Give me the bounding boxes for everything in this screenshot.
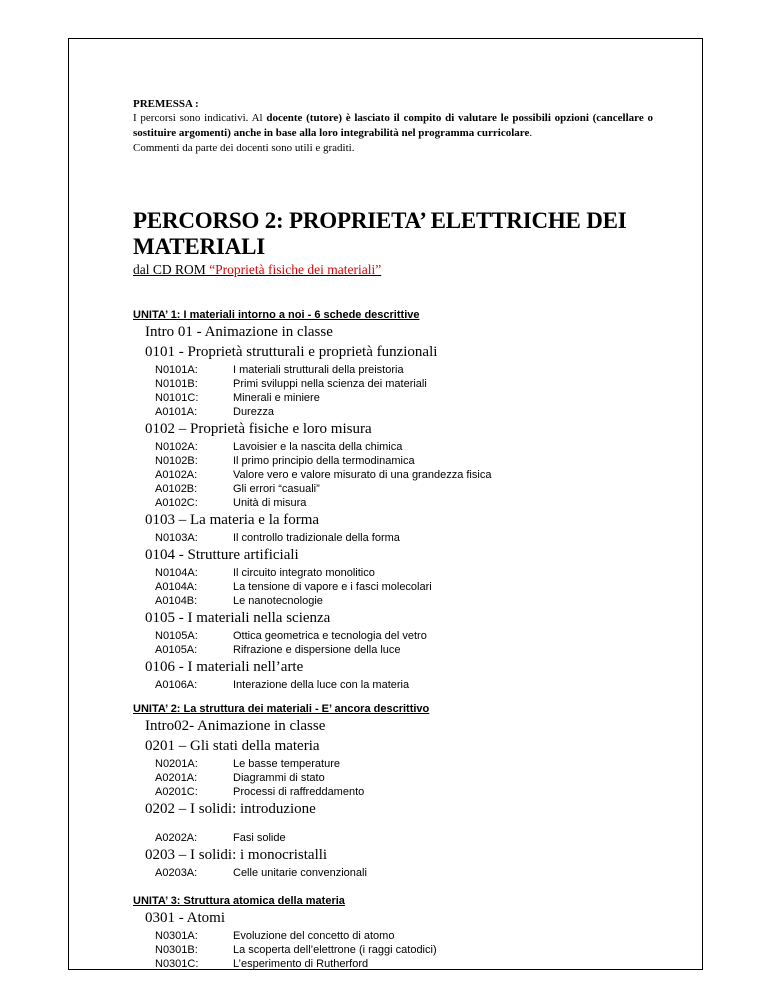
list-item [155,594,653,608]
item-list [133,531,653,545]
item-code: A0203A: [155,867,198,879]
item-label: Le basse temperature [233,758,341,770]
item-code: N0201A: [155,758,198,770]
section-title: Intro 01 - Animazione in classe [145,324,333,340]
item-label: Il controllo tradizionale della forma [233,532,400,544]
item-code: A0102B: [155,483,198,495]
section-title: 0101 - Proprietà strutturali e proprietà funzionali [145,344,438,360]
section-title: 0103 – La materia e la forma [145,512,320,528]
item-code: A0104A: [155,581,198,593]
item-code: A0105A: [155,644,198,656]
item-list [133,678,653,692]
section-title: 0105 - I materiali nella scienza [145,610,331,626]
item-label: Il circuito integrato monolitico [233,567,375,579]
percorso-title: PERCORSO 2: PROPRIETA’ ELETTRICHE DEI MATERIALI [133,208,627,259]
section-title: 0102 – Proprietà fisiche e loro misura [145,421,372,437]
item-code: N0102A: [155,441,198,453]
list-item [155,405,653,419]
item-code: A0104B: [155,595,198,607]
item-code: N0101A: [155,364,198,376]
premessa-text-start: I percorsi sono indicativi. Al [133,112,267,124]
list-item [155,957,653,971]
list-item [155,468,653,482]
item-list [133,629,653,657]
premessa-text-line2: Commenti da parte dei docenti sono utili e graditi. [133,142,355,154]
premessa-block [133,97,653,156]
item-code: N0102B: [155,455,198,467]
list-item [155,629,653,643]
section-title: 0203 – I solidi: i monocristalli [145,847,328,863]
premessa-text-bold: docente (tutore) è lasciato il compito di valutare le possibili opzioni (cancellare o sostituire argomenti) anche in base alla loro integrabilità nel programma curricolare [133,112,653,139]
item-label: Minerali e miniere [233,392,320,404]
item-label: L’esperimento di Rutherford [233,958,369,970]
list-item [155,363,653,377]
list-item [155,482,653,496]
subtitle-cd-title: “Proprietà fisiche dei materiali” [209,262,382,277]
item-label: Durezza [233,406,274,418]
item-code: N0301B: [155,944,198,956]
section-title: 0202 – I solidi: introduzione [145,801,316,817]
list-item [155,391,653,405]
section-title: 0301 - Atomi [145,910,226,926]
item-code: A0201A: [155,772,198,784]
list-item [155,785,653,799]
item-code: A0201C: [155,786,198,798]
list-item [155,580,653,594]
item-list [133,866,653,880]
item-code: N0104A: [155,567,198,579]
item-label: Gli errori “casuali” [233,483,320,495]
item-code: A0101A: [155,406,198,418]
item-label: Le nanotecnologie [233,595,323,607]
item-code: N0105A: [155,630,198,642]
unit-title: UNITA’ 3: Struttura atomica della materia [133,895,345,907]
item-code: N0101B: [155,378,198,390]
list-item [155,566,653,580]
item-label: Processi di raffreddamento [233,786,365,798]
item-label: Valore vero e valore misurato di una grandezza fisica [233,469,492,481]
item-label: Fasi solide [233,832,286,844]
list-item [155,929,653,943]
item-code: N0101C: [155,392,199,404]
item-list [133,363,653,419]
item-code: N0301C: [155,958,199,970]
document-content [133,97,653,971]
item-label: Rifrazione e dispersione della luce [233,644,401,656]
item-label: La scoperta dell’elettrone (i raggi catodici) [233,944,437,956]
item-label: Diagrammi di stato [233,772,325,784]
premessa-text [133,111,653,156]
list-item [155,454,653,468]
item-code: A0102A: [155,469,198,481]
subtitle-prefix: dal CD ROM [133,262,210,277]
list-item [155,643,653,657]
list-item [155,531,653,545]
item-code: N0103A: [155,532,198,544]
item-label: Unità di misura [233,497,307,509]
percorso-subtitle [133,261,653,279]
item-code: A0102C: [155,497,198,509]
premessa-text-end: . [529,127,533,139]
item-code: A0106A: [155,679,198,691]
list-item [155,757,653,771]
list-item [155,678,653,692]
section-title: Intro02- Animazione in classe [145,718,326,734]
list-item [155,866,653,880]
item-label: Interazione della luce con la materia [233,679,410,691]
list-item [155,771,653,785]
section-title: 0104 - Strutture artificiali [145,547,299,563]
premessa-title: PREMESSA : [133,98,199,110]
item-label: I materiali strutturali della preistoria [233,364,404,376]
item-label: Evoluzione del concetto di atomo [233,930,395,942]
section-title: 0106 - I materiali nell’arte [145,659,304,675]
item-label: Lavoisier e la nascita della chimica [233,441,403,453]
list-item [155,831,653,845]
list-item [155,943,653,957]
item-code: A0202A: [155,832,198,844]
unit-title: UNITA’ 2: La struttura dei materiali - E’ ancora descrittivo [133,703,430,715]
list-item [155,377,653,391]
item-label: Ottica geometrica e tecnologia del vetro [233,630,427,642]
unit-title: UNITA’ 1: I materiali intorno a noi - 6 schede descrittive [133,309,420,321]
item-label: Il primo principio della termodinamica [233,455,415,467]
list-item [155,496,653,510]
item-label: Primi sviluppi nella scienza dei materiali [233,378,427,390]
item-list [133,757,653,799]
list-item [155,440,653,454]
item-list [133,440,653,510]
section-title: 0201 – Gli stati della materia [145,738,320,754]
item-list [133,831,653,845]
item-code: N0301A: [155,930,198,942]
item-label: Celle unitarie convenzionali [233,867,367,879]
item-list [133,929,653,971]
item-label: La tensione di vapore e i fasci molecolari [233,581,432,593]
item-list [133,566,653,608]
